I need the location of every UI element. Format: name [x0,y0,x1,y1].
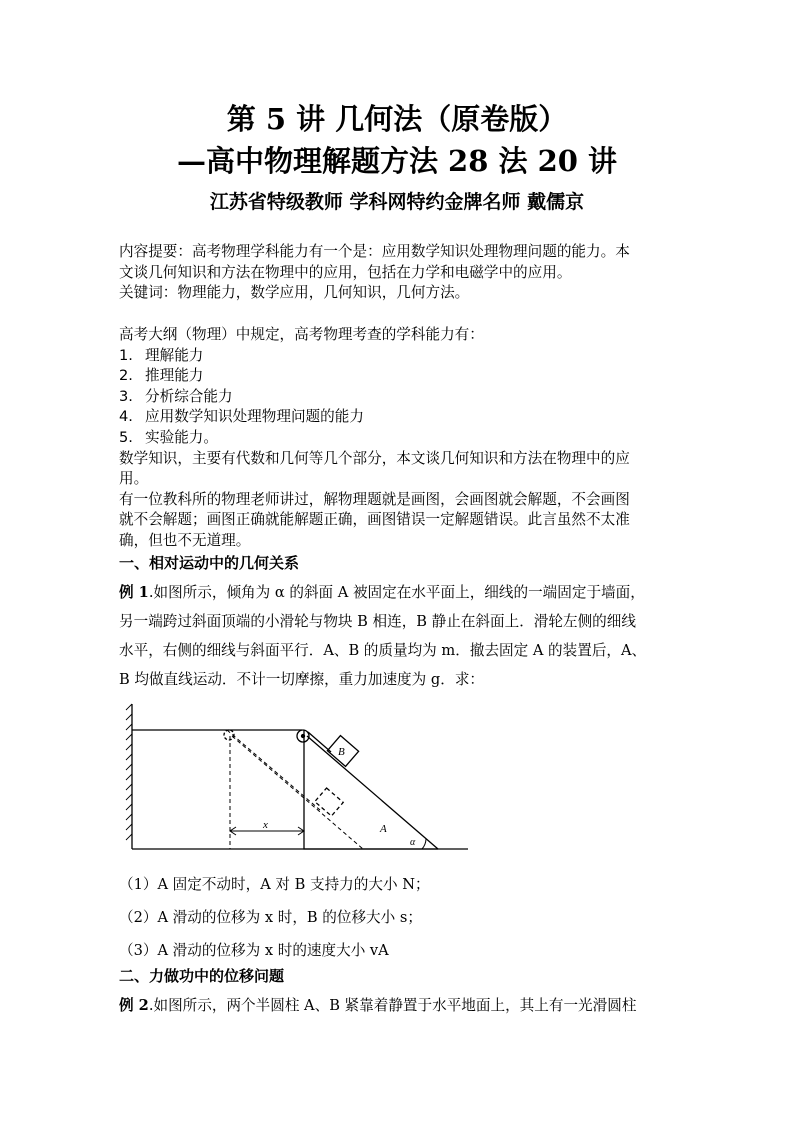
question-1: （1）A 固定不动时，A 对 B 支持力的大小 N； [119,876,430,893]
incline-slope [307,736,438,849]
ability-text: 理解能力 [145,346,204,364]
example-2-line-1 [119,996,679,1017]
ability-text: 分析综合能力 [145,387,233,405]
example-2-text: .如图所示，两个半圆柱 A、B 紧靠着静置于水平地面上，其上有一光滑圆柱 [148,997,637,1014]
teacher-para-line-1: 有一位教科所的物理老师讲过，解物理题就是画图，会画图就会解题，不会画图 [119,490,630,508]
angle-arc [422,839,426,849]
label-A: A [380,823,387,835]
author-line: 江苏省特级教师 学科网特约金牌名师 戴儒京 [209,191,585,213]
ability-item-3 [119,387,679,408]
example-2-label: 例 2 [119,997,149,1014]
question-2: （2）A 滑动的位移为 x 时，B 的位移大小 s； [119,909,422,926]
ability-text: 实验能力。 [145,428,218,446]
syllabus-intro: 高考大纲（物理）中规定，高考物理考查的学科能力有： [119,326,484,343]
ability-text: 应用数学知识处理物理问题的能力 [145,408,364,426]
math-para-line-2: 用。 [119,470,149,488]
title-line-1: 第 5 讲 几何法（原卷版） [226,102,568,136]
incline-pulley-figure [124,700,474,856]
ability-num: 3. [119,387,133,405]
ability-item-4 [119,407,679,428]
displaced-block-B [315,788,343,816]
label-B: B [338,746,345,758]
ability-item-2 [119,366,679,387]
teacher-para-line-3: 确，但也不无道理。 [119,531,251,549]
abstract-line-2: 文谈几何知识和方法在物理中的应用，包括在力学和电磁学中的应用。 [119,263,572,281]
slanted-string [308,732,331,752]
example-1-text: .如图所示，倾角为 α 的斜面 A 被固定在水平面上，细线的一端固定于墙面， [148,584,645,601]
title-line-2: —高中物理解题方法 28 法 20 讲 [176,144,618,178]
example-1-line-2: 另一端跨过斜面顶端的小滑轮与物块 B 相连，B 静止在斜面上．滑轮左侧的细线 [119,613,636,630]
questions-block [119,868,679,967]
example-1-label: 例 1 [119,584,149,601]
label-x: x [263,819,268,831]
ability-num: 2. [119,367,133,385]
abstract-block [119,242,679,304]
keywords-line: 关键词：物理能力，数学应用，几何知识，几何方法。 [119,284,470,302]
pulley-axle [302,735,305,738]
ability-item-5 [119,428,679,449]
ability-item-1 [119,346,679,367]
wall-hatching [126,704,132,840]
ability-text: 推理能力 [145,367,204,385]
example-1-line-3: 水平，右侧的细线与斜面平行．A、B 的质量均为 m．撤去固定 A 的装置后，A、 [119,642,647,659]
question-3: （3）A 滑动的位移为 x 时的速度大小 vA [119,942,389,959]
example-1-line-4: B 均做直线运动．不计一切摩擦，重力加速度为 g．求： [119,671,485,688]
ability-num: 5. [119,428,133,446]
section-2-heading: 二、力做功中的位移问题 [119,967,285,985]
teacher-para-line-2: 就不会解题；画图正确就能解题正确，画图错误一定解题错误。此言虽然不太准 [119,511,630,529]
syllabus-block [119,325,679,552]
ability-num: 1. [119,346,133,364]
label-alpha: α [410,837,416,848]
example-1-block [119,578,679,694]
example-1-line-1 [119,578,679,607]
section-1-heading: 一、相对运动中的几何关系 [119,554,300,572]
abstract-line-1: 内容提要：高考物理学科能力有一个是：应用数学知识处理物理问题的能力。本 [119,243,630,260]
example-2-block [119,996,679,1017]
ability-num: 4. [119,408,133,426]
math-para-line-1: 数学知识，主要有代数和几何等几个部分，本文谈几何知识和方法在物理中的应 [119,449,630,467]
